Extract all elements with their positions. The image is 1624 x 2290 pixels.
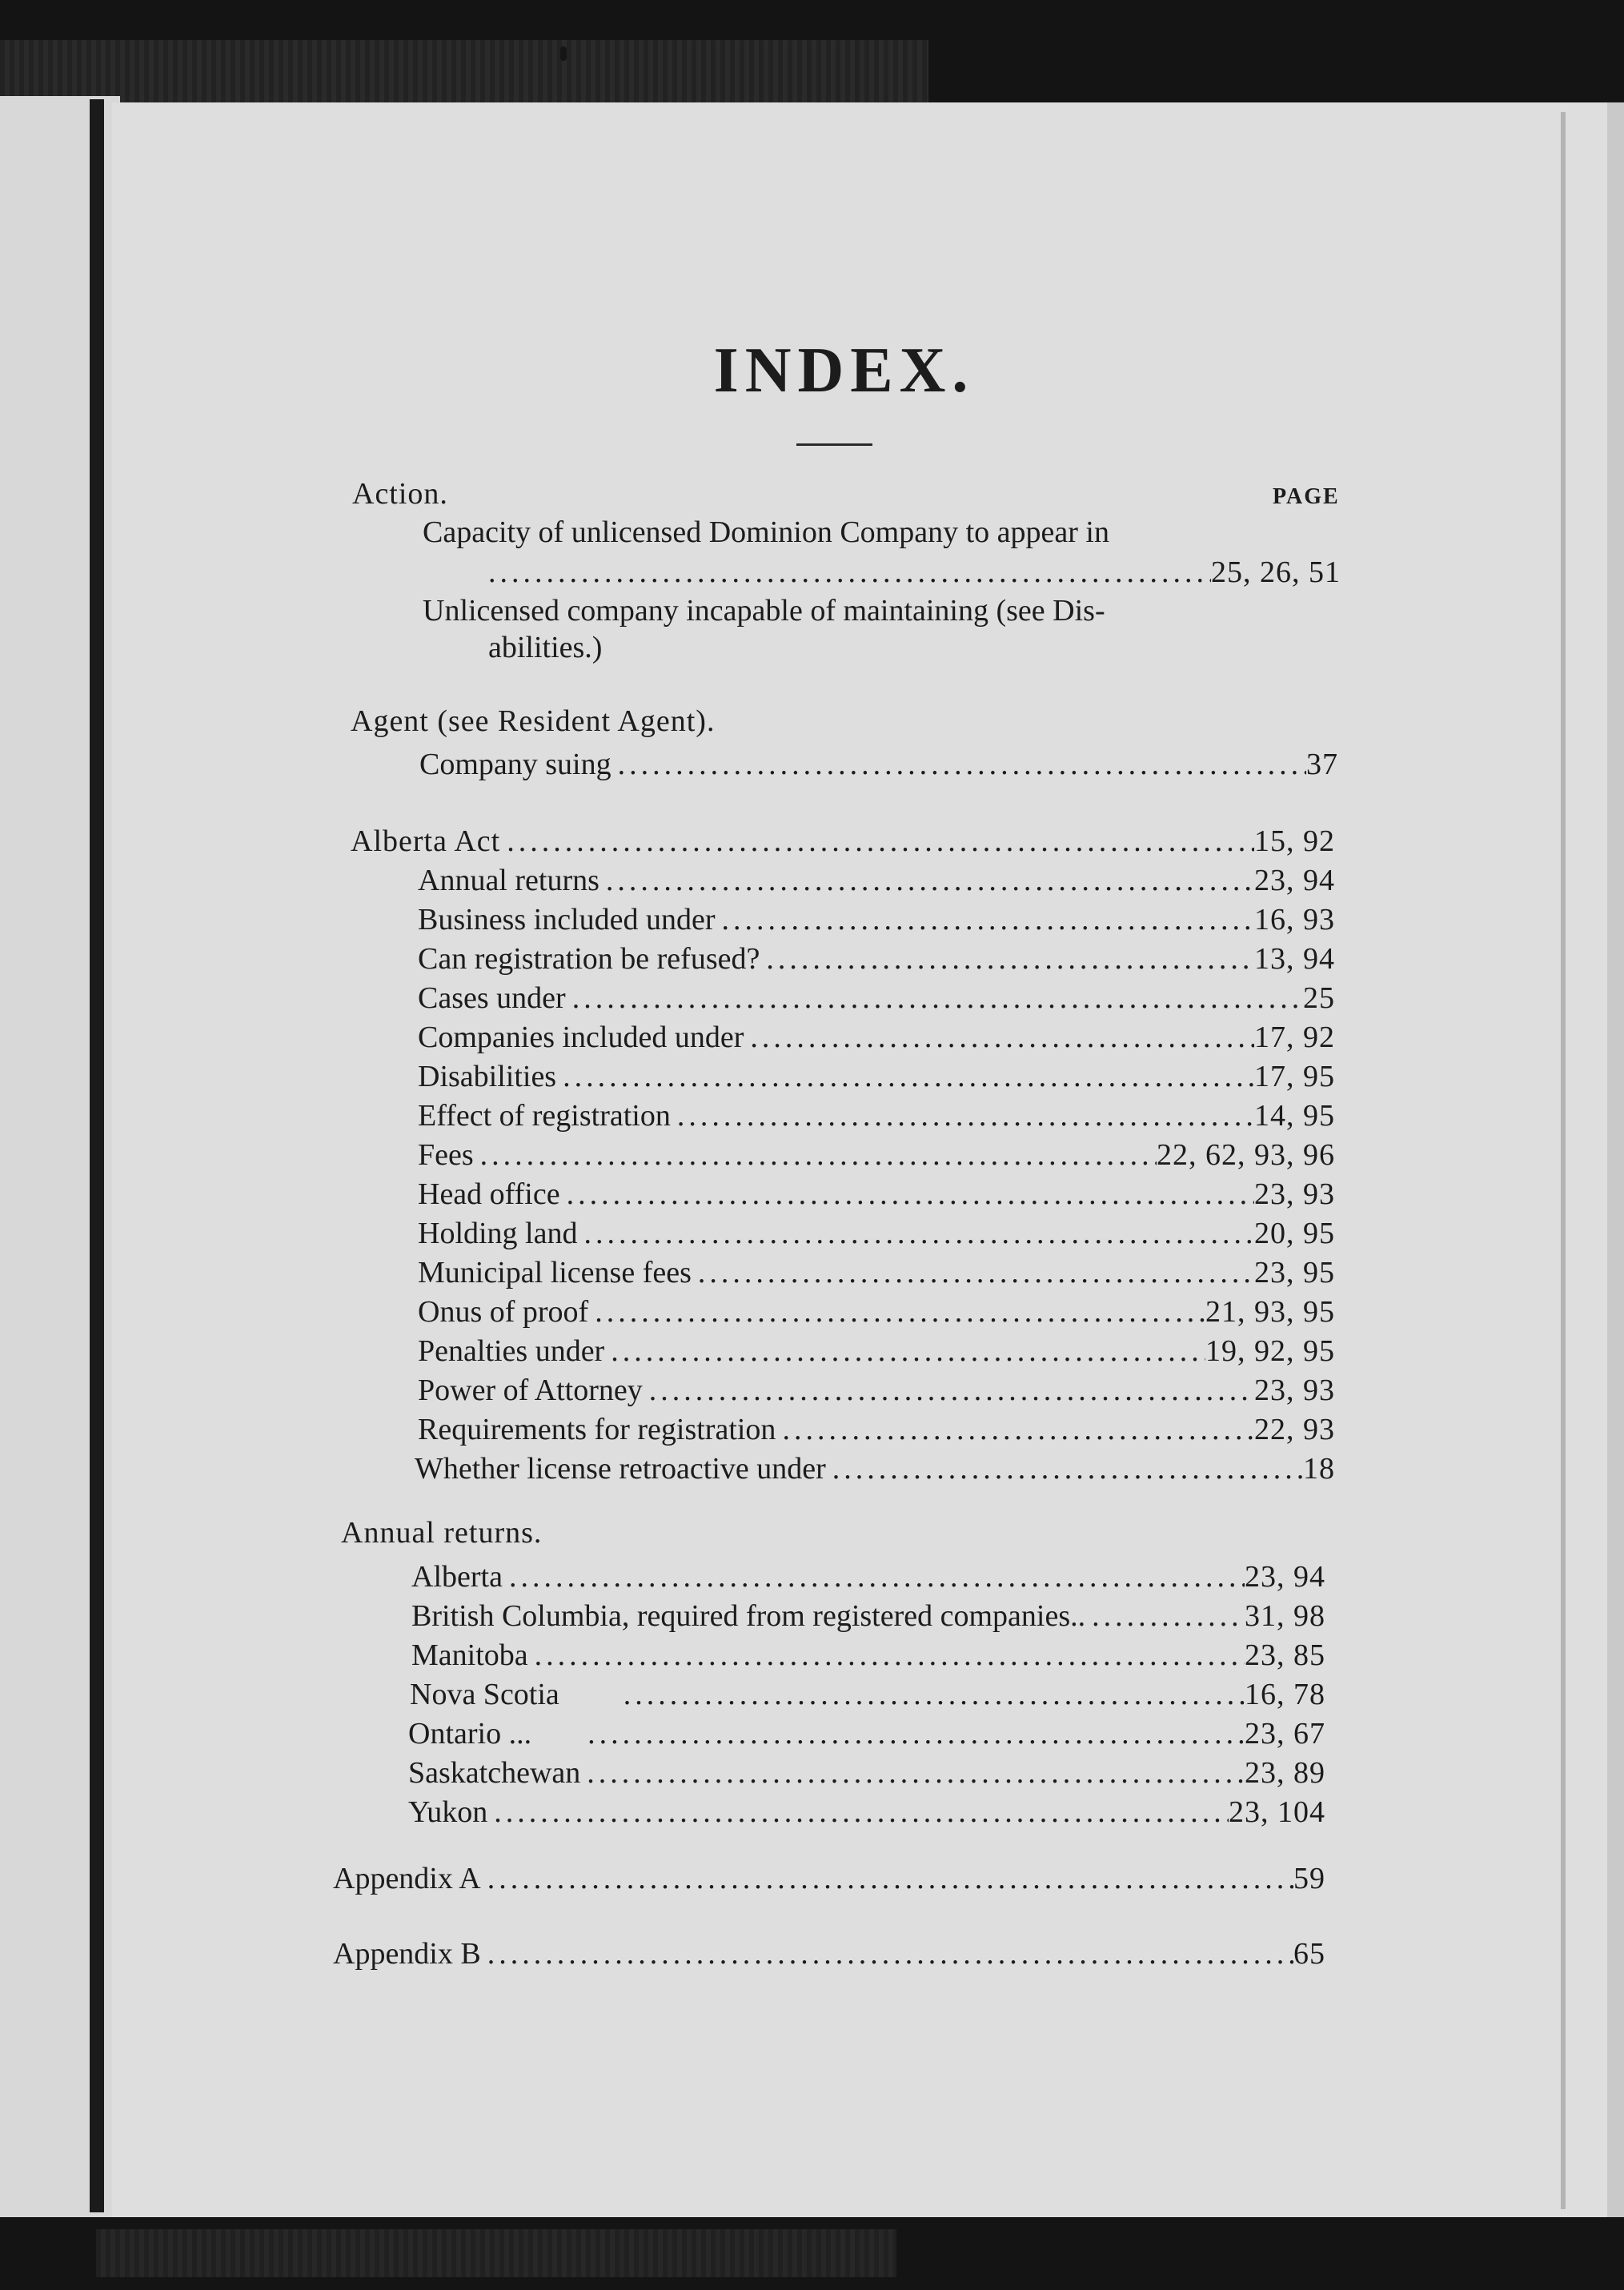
alberta-entry: Penalties under ..... 19, 92, 95 [418,1331,1335,1371]
book-spine [90,99,104,2212]
annual-entry: Yukon ..... 23, 104 [408,1792,1325,1832]
alberta-entry: Onus of proof ..... 21, 93, 95 [418,1292,1335,1332]
scan-strip-bottom [96,2229,896,2277]
annual-entry: Nova Scotia ..... 16, 78 [410,1674,1325,1714]
alberta-entry: Disabilities ..... 17, 95 [418,1057,1335,1097]
heading-agent: Agent (see Resident Agent). [351,704,716,738]
annual-entry: British Columbia, required from registered companies.. ..... 31, 98 [411,1596,1325,1636]
page-edge-shadow [1561,112,1566,2209]
heading-action: Action. [352,477,448,511]
alberta-entry: Companies included under ..... 17, 92 [418,1017,1335,1057]
action-item-2-line-1: Unlicensed company incapable of maintaining (see Dis- [423,594,1105,628]
annual-entry: Saskatchewan ..... 23, 89 [408,1753,1325,1793]
action-item-2-line-2: abilities.) [488,631,603,664]
appendix-a-entry: Appendix A ..... 59 [333,1859,1325,1899]
alberta-entry: Holding land ..... 20, 95 [418,1213,1335,1253]
page-title: INDEX. [713,335,975,406]
alberta-entry: Cases under ..... 25 [418,978,1335,1018]
alberta-entry: Requirements for registration ..... 22, 93 [418,1410,1335,1450]
annual-entry: Manitoba ..... 23, 85 [411,1635,1325,1675]
page-column-header: PAGE [1273,484,1340,509]
scan-speck [560,46,567,61]
scan-strip-top [0,40,928,104]
alberta-entry: Power of Attorney ..... 23, 93 [418,1370,1335,1410]
annual-entry: Alberta ..... 23, 94 [411,1557,1325,1597]
alberta-entry: Annual returns ..... 23, 94 [418,860,1335,900]
alberta-entry: Can registration be refused? ..... 13, 94 [418,939,1335,979]
alberta-entry: Business included under ..... 16, 93 [418,900,1335,940]
alberta-entry: Whether license retroactive under ..... 18 [415,1449,1335,1489]
alberta-entry: Fees ..... 22, 62, 93, 96 [418,1135,1335,1175]
action-item-1-line-2: ..... 25, 26, 51 [488,552,1341,592]
alberta-entry: Effect of registration ..... 14, 95 [418,1096,1335,1136]
agent-entry: Company suing ..... 37 [419,744,1338,784]
alberta-entry: Head office ..... 23, 93 [418,1174,1335,1214]
action-item-1-line-1: Capacity of unlicensed Dominion Company to appear in [423,515,1109,549]
heading-alberta-act: Alberta Act ..... 15, 92 [351,821,1335,861]
appendix-b-entry: Appendix B ..... 65 [333,1934,1325,1974]
heading-annual-returns: Annual returns. [341,1516,543,1550]
annual-entry: Ontario ... ..... 23, 67 [408,1714,1325,1754]
title-rule [796,443,872,446]
alberta-entry: Municipal license fees ..... 23, 95 [418,1253,1335,1293]
